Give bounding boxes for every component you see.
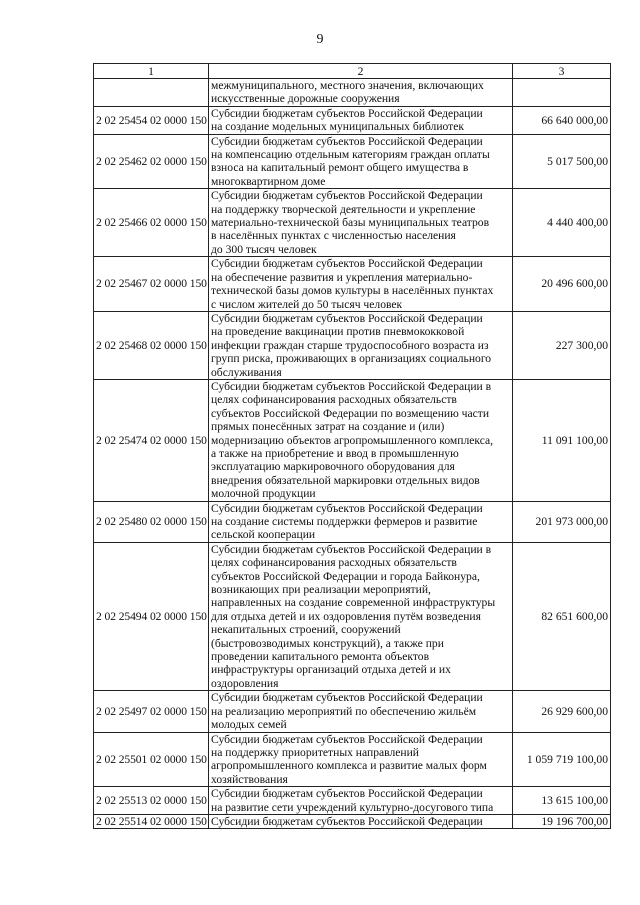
amount-cell: 66 640 000,00 (513, 106, 611, 134)
description-line: сельской кооперации (211, 528, 316, 542)
description-line: на создание системы поддержки фермеров и развитие (211, 515, 478, 528)
column-header-description: 2 (209, 64, 513, 79)
description-cell (209, 501, 513, 542)
revenue-code-cell: 2 02 25494 02 0000 150 (94, 542, 209, 690)
amount-cell: 1 059 719 100,00 (513, 732, 611, 787)
description-line: модернизацию объектов агропромышленного комплекса, (211, 433, 494, 447)
description-line: эксплуатацию маркировочного оборудования для (211, 460, 455, 474)
description-line: на проведение вакцинации против пневмококковой (211, 325, 465, 339)
amount-cell: 4 440 400,00 (513, 189, 611, 257)
budget-revenue-table (93, 63, 611, 829)
description-cell (209, 379, 513, 501)
description-line: прямых понесённых затрат на создание и (или) (211, 420, 445, 434)
table-row (94, 501, 611, 542)
description-line: на развитие сети учреждений культурно-досугового типа (211, 800, 494, 814)
description-cell (209, 542, 513, 690)
table-row (94, 379, 611, 501)
description-line: искусственные дорожные сооружения (211, 92, 400, 106)
table-row (94, 814, 611, 828)
description-line: Субсидии бюджетам субъектов Российской Федерации (211, 787, 483, 801)
table-row (94, 542, 611, 690)
description-line: Субсидии бюджетам субъектов Российской Федерации (211, 814, 483, 828)
description-line: субъектов Российской Федерации по возмещению части (211, 406, 490, 420)
table-body (94, 79, 611, 829)
description-line: обслуживания (211, 365, 282, 379)
revenue-code-cell: 2 02 25514 02 0000 150 (94, 814, 209, 828)
description-line: с числом жителей до 50 тысяч человек (211, 297, 403, 311)
description-line: хозяйствования (211, 772, 288, 786)
description-line: на поддержку творческой деятельности и укрепление (211, 202, 476, 216)
description-line: субъектов Российской Федерации и города Байконура, (211, 569, 480, 583)
revenue-code-cell: 2 02 25501 02 0000 150 (94, 732, 209, 787)
description-line: для отдыха детей и их оздоровления путём возведения (211, 609, 481, 623)
revenue-code-cell: 2 02 25480 02 0000 150 (94, 501, 209, 542)
amount-cell: 201 973 000,00 (513, 501, 611, 542)
description-cell (209, 79, 513, 107)
revenue-code-cell: 2 02 25462 02 0000 150 (94, 134, 209, 189)
table-row (94, 189, 611, 257)
description-line: Субсидии бюджетам субъектов Российской Федерации (211, 501, 483, 515)
description-line: межмуниципального, местного значения, включающих (211, 79, 484, 92)
description-line: в населённых пунктах с численностью населения (211, 229, 456, 243)
description-line: инфекции граждан старше трудоспособного возраста из (211, 338, 489, 352)
revenue-code-cell (94, 79, 209, 107)
revenue-code-cell: 2 02 25466 02 0000 150 (94, 189, 209, 257)
description-cell (209, 311, 513, 379)
description-cell (209, 189, 513, 257)
amount-cell (513, 79, 611, 107)
table-row (94, 691, 611, 732)
column-header-amount: 3 (513, 64, 611, 79)
description-line: на обеспечение развития и укрепления материально- (211, 270, 473, 284)
description-line: некапитальных строений, сооружений (211, 623, 401, 637)
description-line: на реализацию мероприятий по обеспечению жильём (211, 704, 477, 718)
table-row (94, 106, 611, 134)
description-line: Субсидии бюджетам субъектов Российской Федерации (211, 732, 483, 746)
table-row (94, 787, 611, 815)
description-line: молодых семей (211, 718, 287, 732)
description-line: материально-технической базы муниципальных театров (211, 216, 490, 230)
amount-cell: 11 091 100,00 (513, 379, 611, 501)
description-line: на компенсацию отдельным категориям граждан оплаты (211, 148, 490, 162)
description-line: многоквартирном доме (211, 174, 326, 188)
table-row (94, 79, 611, 107)
description-line: возникающих при реализации мероприятий, (211, 583, 431, 597)
revenue-code-cell: 2 02 25513 02 0000 150 (94, 787, 209, 815)
description-line: целях софинансирования расходных обязательств (211, 393, 457, 407)
description-line: Субсидии бюджетам субъектов Российской Федерации (211, 134, 483, 148)
description-line: Субсидии бюджетам субъектов Российской Федерации в (211, 379, 492, 393)
description-cell (209, 257, 513, 312)
amount-cell: 13 615 100,00 (513, 787, 611, 815)
table-row (94, 732, 611, 787)
description-cell (209, 787, 513, 815)
table-row (94, 257, 611, 312)
description-line: на поддержку приоритетных направлений (211, 745, 420, 759)
description-line: Субсидии бюджетам субъектов Российской Федерации (211, 257, 483, 271)
amount-cell: 82 651 600,00 (513, 542, 611, 690)
revenue-code-cell: 2 02 25454 02 0000 150 (94, 106, 209, 134)
description-line: Субсидии бюджетам субъектов Российской Федерации в (211, 542, 492, 556)
amount-cell: 5 017 500,00 (513, 134, 611, 189)
description-line: Субсидии бюджетам субъектов Российской Федерации (211, 311, 483, 325)
description-line: на создание модельных муниципальных библиотек (211, 120, 465, 134)
description-line: направленных на создание современной инфраструктуры (211, 596, 496, 610)
description-line: Субсидии бюджетам субъектов Российской Федерации (211, 691, 483, 705)
description-line: проведении капитального ремонта объектов (211, 650, 430, 664)
description-cell (209, 106, 513, 134)
description-line: агропромышленного комплекса и развитие малых форм (211, 759, 487, 773)
description-line: оздоровления (211, 676, 279, 690)
description-cell (209, 134, 513, 189)
revenue-code-cell: 2 02 25467 02 0000 150 (94, 257, 209, 312)
amount-cell: 227 300,00 (513, 311, 611, 379)
description-cell (209, 691, 513, 732)
description-line: технической базы домов культуры в населённых пунктах (211, 284, 494, 298)
description-cell (209, 814, 513, 828)
description-line: (быстровозводимых конструкций), а также при (211, 636, 444, 650)
column-header-code: 1 (94, 64, 209, 79)
amount-cell: 26 929 600,00 (513, 691, 611, 732)
revenue-code-cell: 2 02 25497 02 0000 150 (94, 691, 209, 732)
description-line: а также на приобретение и ввод в промышленную (211, 446, 459, 460)
table-header-row (94, 64, 611, 79)
description-line: инфраструктуры организаций отдыха детей и их (211, 663, 451, 677)
revenue-code-cell: 2 02 25474 02 0000 150 (94, 379, 209, 501)
description-line: внедрения обязательной маркировки отдельных видов (211, 473, 480, 487)
amount-cell: 20 496 600,00 (513, 257, 611, 312)
description-line: взноса на капитальный ремонт общего имущества в (211, 161, 469, 175)
description-line: до 300 тысяч человек (211, 242, 317, 256)
table-row (94, 134, 611, 189)
description-line: Субсидии бюджетам субъектов Российской Федерации (211, 189, 483, 203)
amount-cell: 19 196 700,00 (513, 814, 611, 828)
revenue-code-cell: 2 02 25468 02 0000 150 (94, 311, 209, 379)
description-line: молочной продукции (211, 487, 316, 501)
table-row (94, 311, 611, 379)
description-cell (209, 732, 513, 787)
description-line: Субсидии бюджетам субъектов Российской Федерации (211, 106, 483, 120)
description-line: групп риска, проживающих в организациях социального (211, 352, 492, 366)
page-number: 9 (316, 32, 324, 47)
description-line: целях софинансирования расходных обязательств (211, 556, 457, 570)
